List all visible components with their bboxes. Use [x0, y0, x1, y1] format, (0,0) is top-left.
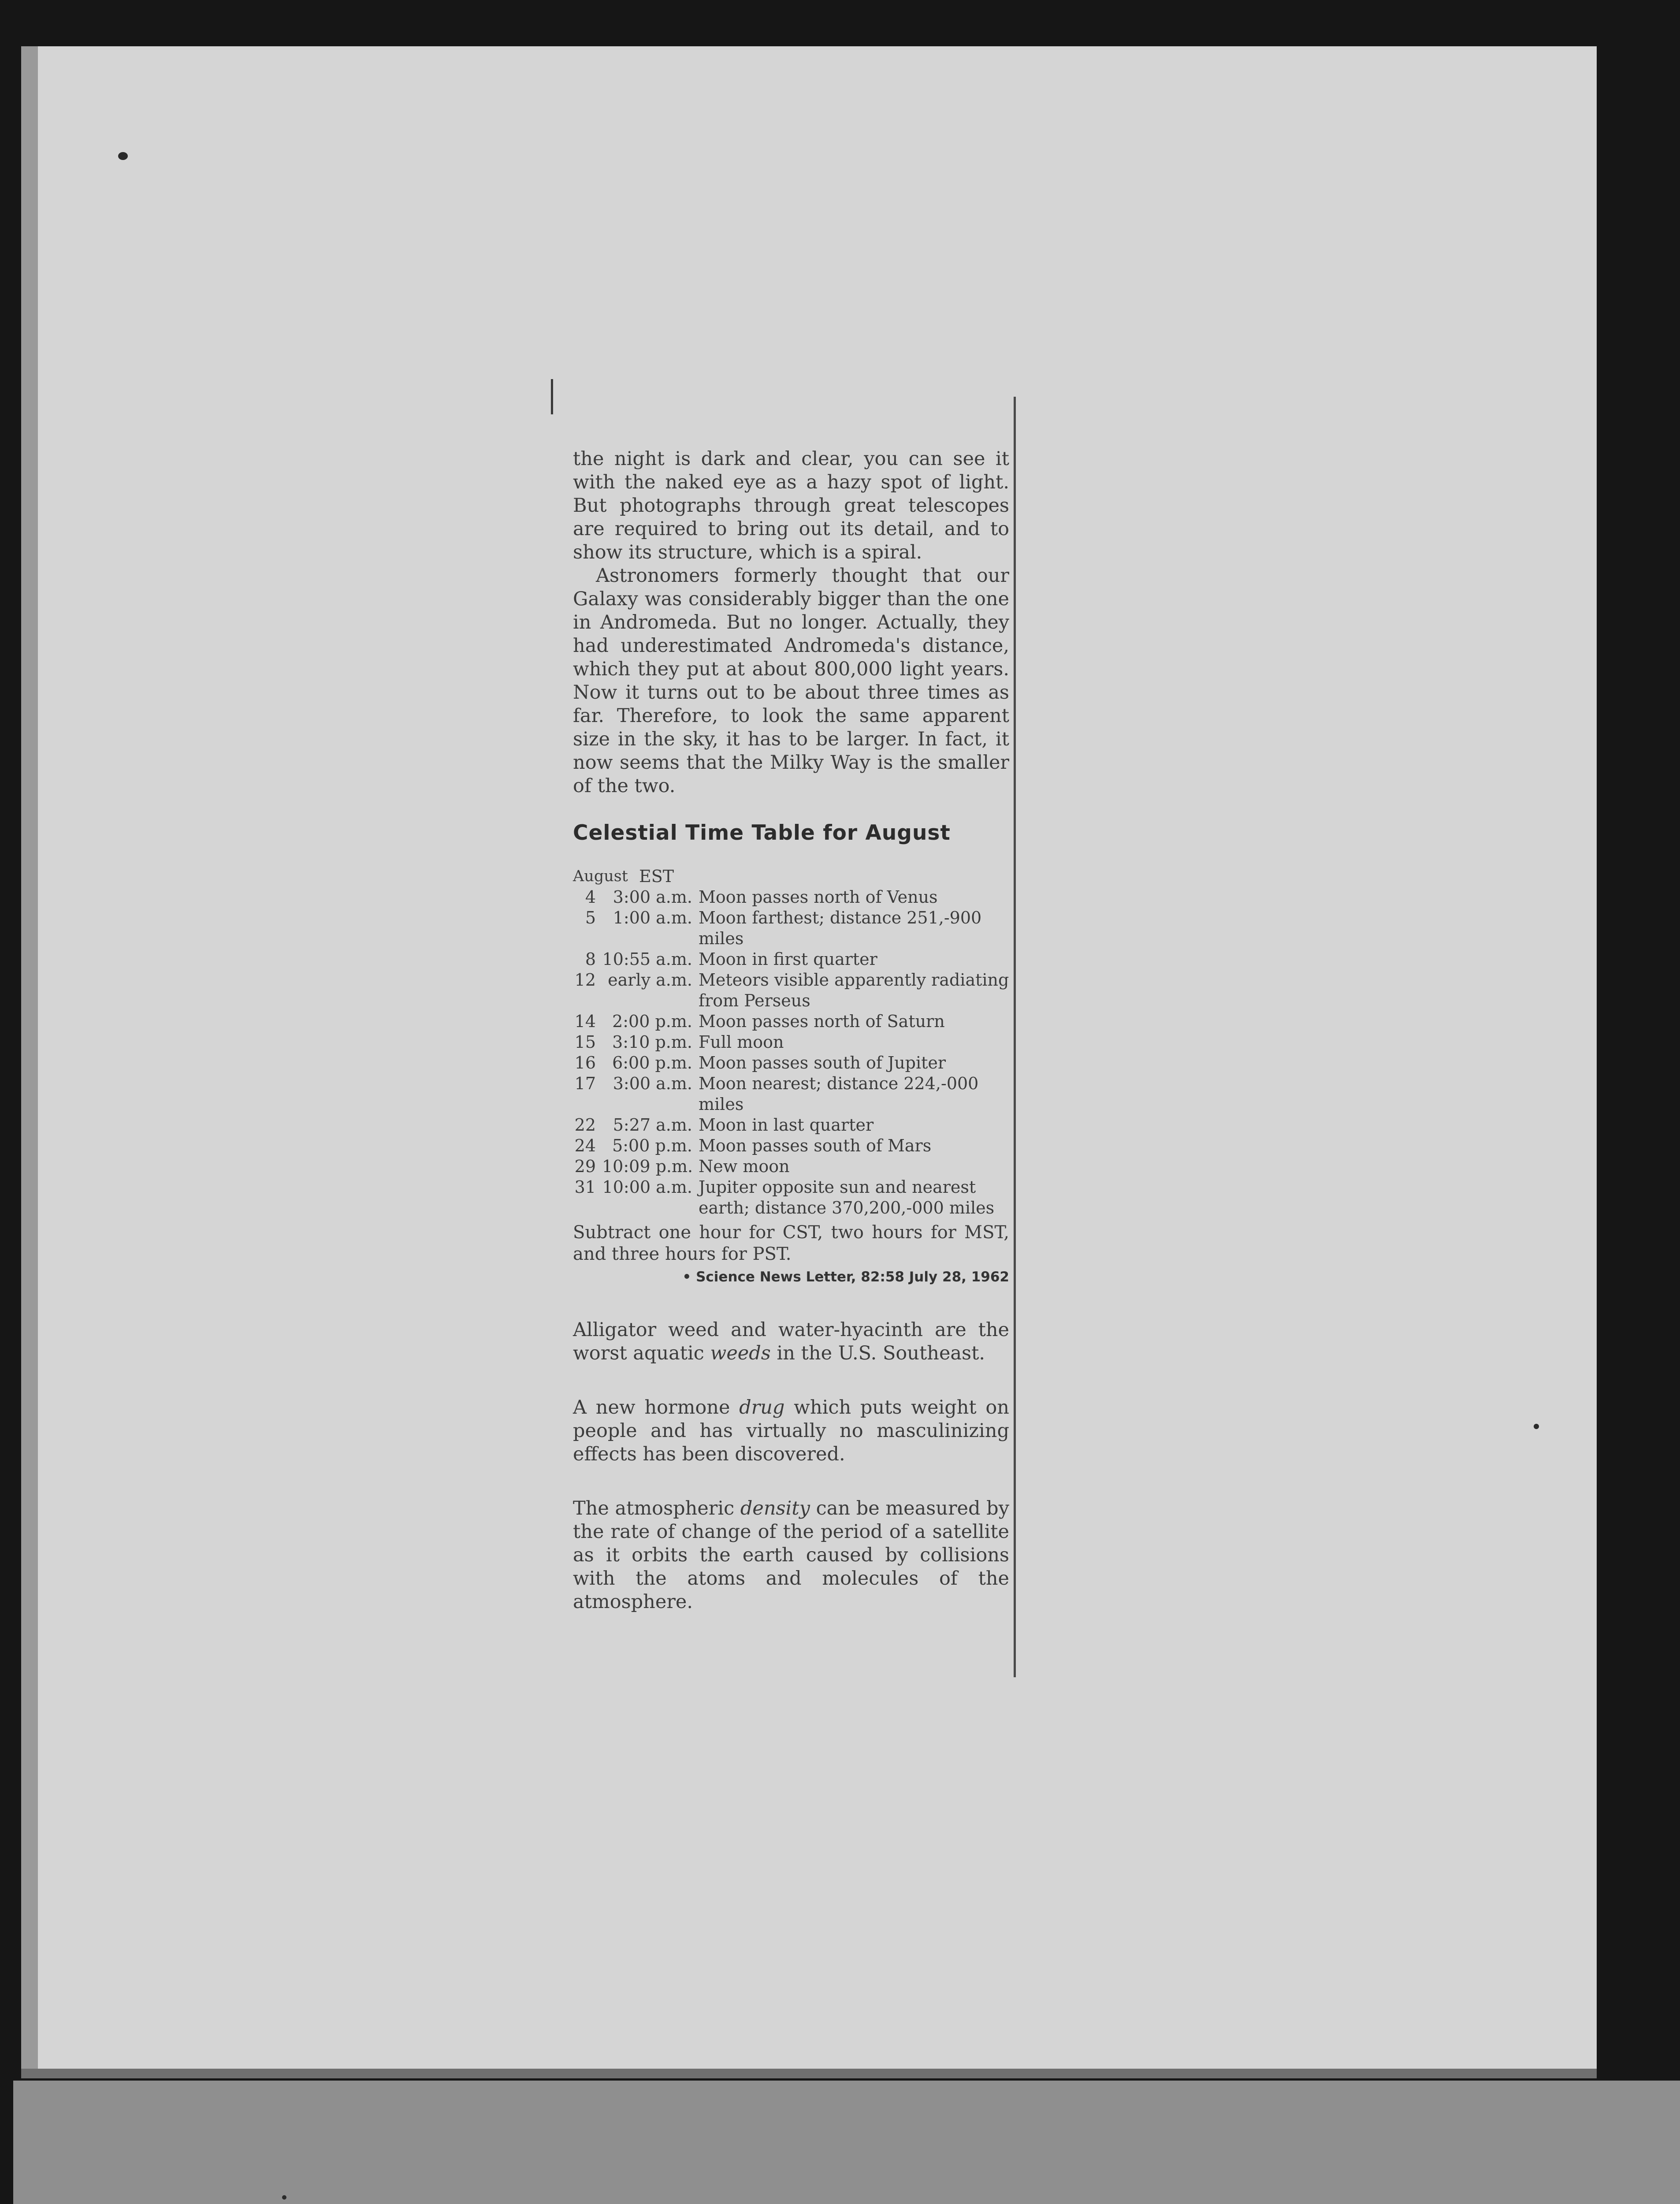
row-event: Moon farthest; distance 251,-900 miles	[699, 908, 982, 948]
timetable-row	[573, 1032, 1009, 1053]
column-mark	[551, 379, 553, 414]
article-paragraph: Astronomers formerly thought that our Galaxy was considerably bigger than the one in Andromeda. But no longer. Actually, they had underestimated Andromeda's distance, which they put at about 800,000 light years. Now it turns out to be about three times as far. Therefore, to look the same apparent size in the sky, it has to be larger. In fact, it now seems that the Milky Way is the smaller of the two.	[573, 565, 1009, 797]
dust-speck	[1534, 1424, 1539, 1429]
timetable-row	[573, 1136, 1009, 1156]
dust-speck	[118, 152, 128, 160]
article-paragraph: the night is dark and clear, you can see it with the naked eye as a hazy spot of light. But photographs through great telescopes are required to bring out its detail, and to show its structure, which is a spiral.	[573, 448, 1009, 563]
timetable-title: Celestial Time Table for August	[573, 821, 951, 845]
row-event: Moon in first quarter	[699, 949, 877, 969]
timetable-row	[573, 949, 1009, 970]
dust-speck	[282, 2195, 286, 2200]
row-day: 31	[574, 1177, 596, 1197]
news-item: Alligator weed and water-hyacinth are the worst aquatic weeds in the U.S. Southeast.	[573, 1319, 1009, 1364]
row-day: 4	[585, 887, 596, 907]
timetable-row	[573, 908, 1009, 949]
col-time-header: EST	[639, 867, 674, 886]
timetable-row	[573, 1115, 1009, 1136]
row-time: early a.m.	[608, 970, 692, 990]
row-day: 14	[574, 1012, 596, 1031]
row-event: Full moon	[699, 1032, 784, 1052]
row-day: 15	[574, 1032, 596, 1052]
column-rule	[1014, 397, 1016, 1677]
timetable-row	[573, 1053, 1009, 1073]
row-event: Moon passes south of Jupiter	[699, 1053, 946, 1072]
row-time: 10:55 a.m.	[602, 949, 692, 969]
keyword: drug	[739, 1396, 785, 1418]
row-time: 5:27 a.m.	[613, 1115, 692, 1135]
row-event: Moon passes north of Saturn	[699, 1012, 945, 1031]
row-time: 1:00 a.m.	[613, 908, 692, 927]
row-day: 22	[574, 1115, 596, 1135]
row-time: 6:00 p.m.	[612, 1053, 692, 1072]
timetable-row	[573, 1156, 1009, 1177]
row-day: 17	[574, 1074, 596, 1093]
keyword: density	[740, 1497, 810, 1519]
page-shadow	[21, 46, 38, 2078]
row-time: 10:09 p.m.	[602, 1157, 693, 1176]
timetable-rows	[573, 887, 1009, 1218]
timetable-note: Subtract one hour for CST, two hours for MST, and three hours for PST.	[573, 1222, 1009, 1264]
timetable-row	[573, 970, 1009, 1011]
row-day: 29	[574, 1157, 596, 1176]
lower-sheet	[13, 2081, 1680, 2204]
row-time: 3:10 p.m.	[612, 1032, 692, 1052]
article-column	[573, 447, 1009, 1614]
row-event: Meteors visible apparently radiating from Perseus	[699, 970, 1009, 1010]
row-time: 5:00 p.m.	[612, 1136, 692, 1155]
news-item: A new hormone drug which puts weight on people and has virtually no masculinizing effects has been discovered.	[573, 1396, 1009, 1465]
row-time: 3:00 a.m.	[613, 887, 692, 907]
row-event: Moon passes south of Mars	[699, 1136, 932, 1155]
row-day: 12	[574, 970, 596, 990]
keyword: weeds	[710, 1342, 771, 1364]
citation: • Science News Letter, 82:58 July 28, 1962	[682, 1269, 1009, 1285]
row-day: 8	[585, 949, 596, 969]
news-item: The atmospheric density can be measured by the rate of change of the period of a satellite as it orbits the earth caused by collisions with the atoms and molecules of the atmosphere.	[573, 1497, 1009, 1613]
row-time: 2:00 p.m.	[612, 1012, 692, 1031]
row-day: 16	[574, 1053, 596, 1072]
timetable-row	[573, 887, 1009, 908]
timetable	[573, 866, 1009, 1288]
row-event: Jupiter opposite sun and nearest earth; distance 370,200,-000 miles	[699, 1177, 995, 1217]
timetable-row	[573, 1177, 1009, 1218]
row-day: 24	[574, 1136, 596, 1155]
row-time: 3:00 a.m.	[613, 1074, 692, 1093]
row-event: New moon	[699, 1157, 790, 1176]
row-event: Moon nearest; distance 224,-000 miles	[699, 1074, 979, 1114]
row-event: Moon passes north of Venus	[699, 887, 938, 907]
page-edge	[21, 2069, 1597, 2078]
row-day: 5	[585, 908, 596, 927]
row-event: Moon in last quarter	[699, 1115, 874, 1135]
timetable-row	[573, 1073, 1009, 1115]
row-time: 10:00 a.m.	[602, 1177, 692, 1197]
col-date-header: August	[573, 867, 628, 885]
timetable-row	[573, 1011, 1009, 1032]
timetable-header	[573, 866, 1009, 887]
